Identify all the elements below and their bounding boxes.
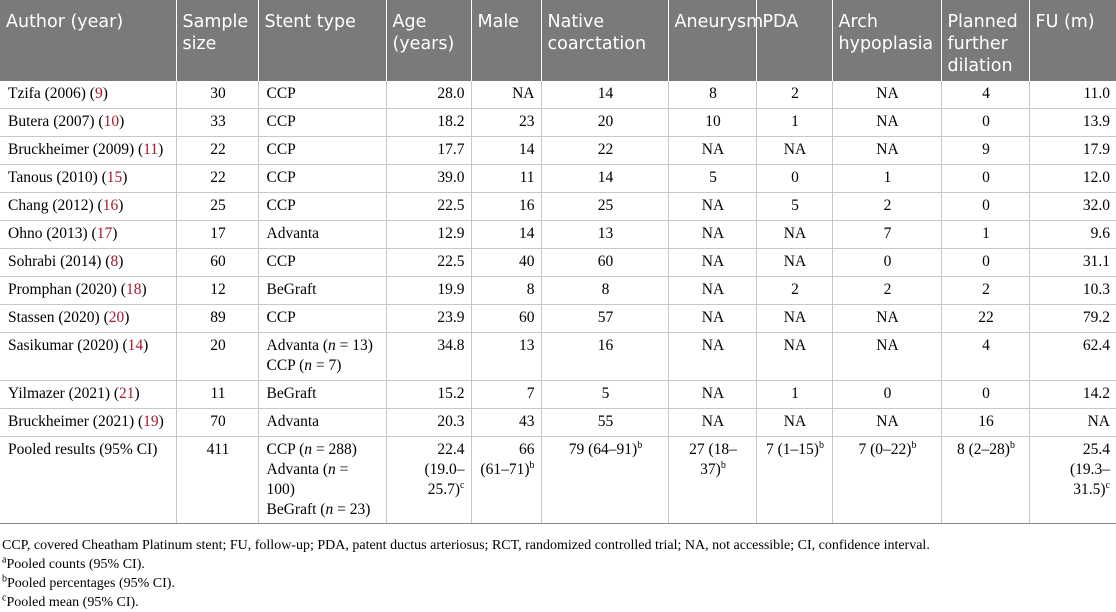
cell-sample-size: 20 — [176, 333, 258, 381]
author-text: Sasikumar (2020) ( — [8, 337, 128, 354]
author-text: Chang (2012) ( — [8, 197, 103, 214]
cell-planned-dilation: 0 — [941, 381, 1029, 409]
cell-follow-up: 31.1 — [1029, 249, 1116, 277]
cell-pda: NA — [756, 137, 832, 165]
cell-age: 28.0 — [386, 81, 471, 109]
cell-planned-dilation: 0 — [941, 165, 1029, 193]
cell-follow-up: 62.4 — [1029, 333, 1116, 381]
cell-native-coarctation: 5 — [541, 381, 668, 409]
stent-count: = 7) — [312, 357, 342, 374]
table-row — [0, 333, 1116, 381]
author-text: Butera (2007) ( — [8, 113, 104, 130]
reference-link[interactable]: 9 — [94, 85, 103, 102]
cell-author: Tzifa (2006) (9) — [0, 81, 176, 109]
footnote-mark: b — [2, 573, 7, 585]
pooled-ci: (19.0–25.7) — [424, 461, 465, 498]
cell-male: 7 — [471, 381, 541, 409]
footnote-mark: b — [818, 439, 824, 451]
cell-sample-size: 22 — [176, 165, 258, 193]
cell-author: Bruckheimer (2021) (19) — [0, 409, 176, 437]
cell-arch-hypoplasia: 2 — [832, 277, 941, 305]
footnote-text: Pooled counts (95% CI). — [6, 557, 145, 572]
cell-stent-type: BeGraft — [258, 381, 386, 409]
stent-n-symbol: n — [328, 461, 336, 478]
cell-follow-up: 14.2 — [1029, 381, 1116, 409]
cell-age: 18.2 — [386, 109, 471, 137]
header-aneurysm: Aneurysm — [668, 0, 756, 81]
reference-link[interactable]: 11 — [143, 141, 159, 158]
reference-link[interactable]: 19 — [143, 413, 159, 430]
cell-pda: 2 — [756, 277, 832, 305]
cell-age: 19.9 — [386, 277, 471, 305]
cell-male: 14 — [471, 221, 541, 249]
cell-pda: 5 — [756, 193, 832, 221]
author-text: Tanous (2010) ( — [8, 169, 107, 186]
footnote-b — [2, 574, 1116, 593]
reference-link[interactable]: 16 — [102, 197, 119, 214]
cell-age: 22.5 — [386, 193, 471, 221]
cell-native-coarctation: 8 — [541, 277, 668, 305]
header-pda: PDA — [756, 0, 832, 81]
pooled-value: 27 (18–37) — [689, 441, 737, 478]
cell-sample-size: 25 — [176, 193, 258, 221]
cell-planned-dilation: 4 — [941, 81, 1029, 109]
table-row — [0, 249, 1116, 277]
cell-author: Stassen (2020) (20) — [0, 305, 176, 333]
cell-age: 20.3 — [386, 409, 471, 437]
cell-sample-size: 70 — [176, 409, 258, 437]
cell-male: NA — [471, 81, 541, 109]
author-text: Stassen (2020) ( — [8, 309, 109, 326]
cell-arch-hypoplasia: NA — [832, 409, 941, 437]
cell-pda — [756, 437, 832, 524]
reference-link[interactable]: 21 — [119, 385, 135, 402]
cell-age — [386, 437, 471, 524]
reference-link[interactable]: 8 — [110, 253, 119, 270]
header-stent-type: Stent type — [258, 0, 386, 81]
cell-age: 17.7 — [386, 137, 471, 165]
reference-link[interactable]: 14 — [127, 337, 144, 354]
cell-author: Sohrabi (2014) (8) — [0, 249, 176, 277]
cell-sample-size: 12 — [176, 277, 258, 305]
stent-n-symbol: n — [328, 337, 336, 354]
author-text: Yilmazer (2021) ( — [8, 385, 120, 402]
pooled-value: 66 — [519, 441, 535, 458]
footnote-mark: c — [2, 592, 7, 604]
table-row — [0, 165, 1116, 193]
table-row — [0, 109, 1116, 137]
cell-stent-type: Advanta — [258, 221, 386, 249]
cell-age: 22.5 — [386, 249, 471, 277]
cell-male: 60 — [471, 305, 541, 333]
footnote-mark: b — [637, 439, 643, 451]
reference-link[interactable]: 18 — [125, 281, 142, 298]
cell-pda: 2 — [756, 81, 832, 109]
footnote-mark: a — [2, 554, 7, 566]
cell-sample-size: 30 — [176, 81, 258, 109]
footnote-mark: b — [529, 459, 535, 471]
cell-male: 23 — [471, 109, 541, 137]
cell-stent-type: BeGraft — [258, 277, 386, 305]
cell-age: 15.2 — [386, 381, 471, 409]
cell-author: Ohno (2013) (17) — [0, 221, 176, 249]
cell-aneurysm: NA — [668, 305, 756, 333]
cell-planned-dilation: 16 — [941, 409, 1029, 437]
cell-age: 23.9 — [386, 305, 471, 333]
cell-native-coarctation: 20 — [541, 109, 668, 137]
cell-author: Promphan (2020) (18) — [0, 277, 176, 305]
cell-planned-dilation: 9 — [941, 137, 1029, 165]
cell-follow-up: 9.6 — [1029, 221, 1116, 249]
cell-author: Butera (2007) (10) — [0, 109, 176, 137]
cell-native-coarctation — [541, 437, 668, 524]
cell-native-coarctation: 14 — [541, 81, 668, 109]
cell-aneurysm: NA — [668, 381, 756, 409]
author-text: Promphan (2020) ( — [8, 281, 126, 298]
pooled-value: 7 (1–15) — [766, 441, 819, 458]
cell-male: 16 — [471, 193, 541, 221]
cell-planned-dilation: 0 — [941, 109, 1029, 137]
cell-aneurysm: NA — [668, 249, 756, 277]
cell-author: Chang (2012) (16) — [0, 193, 176, 221]
header-age: Age (years) — [386, 0, 471, 81]
cell-follow-up: 17.9 — [1029, 137, 1116, 165]
header-follow-up: FU (m) — [1029, 0, 1116, 81]
stent-count: = 100) — [266, 461, 349, 498]
cell-pda: NA — [756, 409, 832, 437]
cell-pda: 1 — [756, 109, 832, 137]
cell-arch-hypoplasia: NA — [832, 333, 941, 381]
header-sample-size: Sample size — [176, 0, 258, 81]
cell-sample-size: 60 — [176, 249, 258, 277]
footnote-mark: b — [911, 439, 917, 451]
cell-sample-size: 33 — [176, 109, 258, 137]
cell-arch-hypoplasia: NA — [832, 305, 941, 333]
pooled-value: 22.4 — [437, 441, 465, 458]
cell-native-coarctation: 55 — [541, 409, 668, 437]
cell-native-coarctation: 22 — [541, 137, 668, 165]
cell-follow-up: 32.0 — [1029, 193, 1116, 221]
cell-male: 14 — [471, 137, 541, 165]
author-text: Ohno (2013) ( — [8, 225, 97, 242]
cell-follow-up: 13.9 — [1029, 109, 1116, 137]
cell-follow-up: 10.3 — [1029, 277, 1116, 305]
cell-planned-dilation: 0 — [941, 193, 1029, 221]
cell-arch-hypoplasia: 0 — [832, 381, 941, 409]
cell-author: Pooled results (95% CI) — [0, 437, 176, 524]
reference-link[interactable]: 20 — [108, 309, 125, 326]
abbreviations-note: CCP, covered Cheatham Platinum stent; FU, follow-up; PDA, patent ductus arteriosus; RCT, randomized controlled trial; NA, not accessible; CI, confidence interval. — [2, 538, 930, 553]
cell-author: Tanous (2010) (15) — [0, 165, 176, 193]
author-text: Sohrabi (2014) ( — [8, 253, 111, 270]
cell-aneurysm: NA — [668, 193, 756, 221]
pooled-ci: (19.3–31.5) — [1069, 461, 1110, 498]
cell-sample-size: 22 — [176, 137, 258, 165]
table-row — [0, 277, 1116, 305]
stent-name: CCP ( — [266, 441, 305, 458]
cell-stent-type: CCP — [258, 137, 386, 165]
cell-arch-hypoplasia: 7 — [832, 221, 941, 249]
pooled-value: 79 (64–91) — [568, 441, 638, 458]
author-text: Bruckheimer (2021) ( — [8, 413, 144, 430]
stent-name: Advanta ( — [266, 461, 329, 478]
cell-author: Bruckheimer (2009) (11) — [0, 137, 176, 165]
cell-age: 12.9 — [386, 221, 471, 249]
cell-follow-up — [1029, 437, 1116, 524]
footnote-c — [2, 593, 1116, 612]
cell-stent-type — [258, 437, 386, 524]
cell-aneurysm: NA — [668, 409, 756, 437]
cell-author: Sasikumar (2020) (14) — [0, 333, 176, 381]
footnote-mark: c — [1105, 479, 1110, 491]
cell-stent-type: Advanta — [258, 409, 386, 437]
footnote-text: Pooled percentages (95% CI). — [7, 576, 175, 591]
cell-aneurysm: NA — [668, 333, 756, 381]
cell-aneurysm: 8 — [668, 81, 756, 109]
author-text: Tzifa (2006) ( — [8, 85, 95, 102]
pooled-ci: (61–71) — [480, 461, 530, 478]
cell-planned-dilation: 2 — [941, 277, 1029, 305]
cell-aneurysm: NA — [668, 137, 756, 165]
cell-pda: NA — [756, 249, 832, 277]
cell-arch-hypoplasia: 2 — [832, 193, 941, 221]
cell-aneurysm — [668, 437, 756, 524]
table-row — [0, 381, 1116, 409]
stent-count: = 13) — [335, 337, 373, 354]
cell-pda: NA — [756, 305, 832, 333]
footnote-mark: b — [1009, 439, 1015, 451]
header-author: Author (year) — [0, 0, 176, 81]
cell-male: 11 — [471, 165, 541, 193]
cell-male — [471, 437, 541, 524]
cell-sample-size: 89 — [176, 305, 258, 333]
reference-link[interactable]: 17 — [96, 225, 113, 242]
cell-pda: 0 — [756, 165, 832, 193]
footnote-text: Pooled mean (95% CI). — [6, 595, 139, 610]
cell-male: 13 — [471, 333, 541, 381]
cell-planned-dilation: 22 — [941, 305, 1029, 333]
cell-stent-type: CCP — [258, 249, 386, 277]
cell-sample-size: 17 — [176, 221, 258, 249]
cell-planned-dilation: 1 — [941, 221, 1029, 249]
cell-stent-type: CCP — [258, 193, 386, 221]
stent-count: = 23) — [333, 501, 371, 518]
cell-native-coarctation: 14 — [541, 165, 668, 193]
header-arch-hypoplasia: Arch hypoplasia — [832, 0, 941, 81]
cell-male: 8 — [471, 277, 541, 305]
cell-pda: NA — [756, 221, 832, 249]
header-row — [0, 0, 1116, 81]
stent-n-symbol: n — [304, 357, 313, 374]
cell-native-coarctation: 57 — [541, 305, 668, 333]
cell-stent-type: CCP — [258, 165, 386, 193]
cell-age: 39.0 — [386, 165, 471, 193]
cell-arch-hypoplasia: NA — [832, 137, 941, 165]
cell-male: 40 — [471, 249, 541, 277]
cell-follow-up: 12.0 — [1029, 165, 1116, 193]
cell-stent-type: CCP — [258, 305, 386, 333]
reference-link[interactable]: 10 — [103, 113, 120, 130]
cell-aneurysm: NA — [668, 221, 756, 249]
table-row — [0, 305, 1116, 333]
cell-male: 43 — [471, 409, 541, 437]
cell-planned-dilation — [941, 437, 1029, 524]
cell-aneurysm: 5 — [668, 165, 756, 193]
cell-author: Yilmazer (2021) (21) — [0, 381, 176, 409]
pooled-value: 25.4 — [1082, 441, 1110, 458]
cell-sample-size: 411 — [176, 437, 258, 524]
cell-arch-hypoplasia: NA — [832, 81, 941, 109]
table-row — [0, 193, 1116, 221]
stent-name: Advanta ( — [266, 337, 329, 354]
stent-n-symbol: n — [304, 441, 313, 458]
header-male: Male — [471, 0, 541, 81]
cell-follow-up: NA — [1029, 409, 1116, 437]
table-row — [0, 221, 1116, 249]
cell-aneurysm: 10 — [668, 109, 756, 137]
header-planned-dilation: Planned further dilation — [941, 0, 1029, 81]
cell-stent-type: CCP — [258, 109, 386, 137]
pooled-value: 8 (2–28) — [957, 441, 1010, 458]
header-native-coarctation: Native coarctation — [541, 0, 668, 81]
cell-stent-type: CCP — [258, 81, 386, 109]
cell-arch-hypoplasia: NA — [832, 109, 941, 137]
cell-planned-dilation: 4 — [941, 333, 1029, 381]
cell-age: 34.8 — [386, 333, 471, 381]
cell-stent-type — [258, 333, 386, 381]
footnote-mark: b — [720, 459, 726, 471]
table-row — [0, 409, 1116, 437]
footnote-mark: c — [460, 479, 465, 491]
cell-native-coarctation: 60 — [541, 249, 668, 277]
cell-pda: NA — [756, 333, 832, 381]
reference-link[interactable]: 15 — [106, 169, 123, 186]
cell-follow-up: 79.2 — [1029, 305, 1116, 333]
stent-name: BeGraft ( — [266, 501, 326, 518]
table-footnotes — [0, 524, 1116, 612]
cell-arch-hypoplasia: 1 — [832, 165, 941, 193]
cell-native-coarctation: 16 — [541, 333, 668, 381]
stent-count: = 288) — [312, 441, 357, 458]
cell-pda: 1 — [756, 381, 832, 409]
table-row — [0, 137, 1116, 165]
cell-follow-up: 11.0 — [1029, 81, 1116, 109]
author-text: Bruckheimer (2009) ( — [8, 141, 144, 158]
cell-arch-hypoplasia — [832, 437, 941, 524]
pooled-value: 7 (0–22) — [858, 441, 912, 458]
table-body — [0, 81, 1116, 524]
cell-native-coarctation: 13 — [541, 221, 668, 249]
pooled-results-row — [0, 437, 1116, 524]
stent-n-symbol: n — [325, 501, 334, 518]
cell-arch-hypoplasia: 0 — [832, 249, 941, 277]
cell-native-coarctation: 25 — [541, 193, 668, 221]
cell-sample-size: 11 — [176, 381, 258, 409]
cell-planned-dilation: 0 — [941, 249, 1029, 277]
stent-name: CCP ( — [266, 357, 305, 374]
table-row — [0, 81, 1116, 109]
cell-aneurysm: NA — [668, 277, 756, 305]
